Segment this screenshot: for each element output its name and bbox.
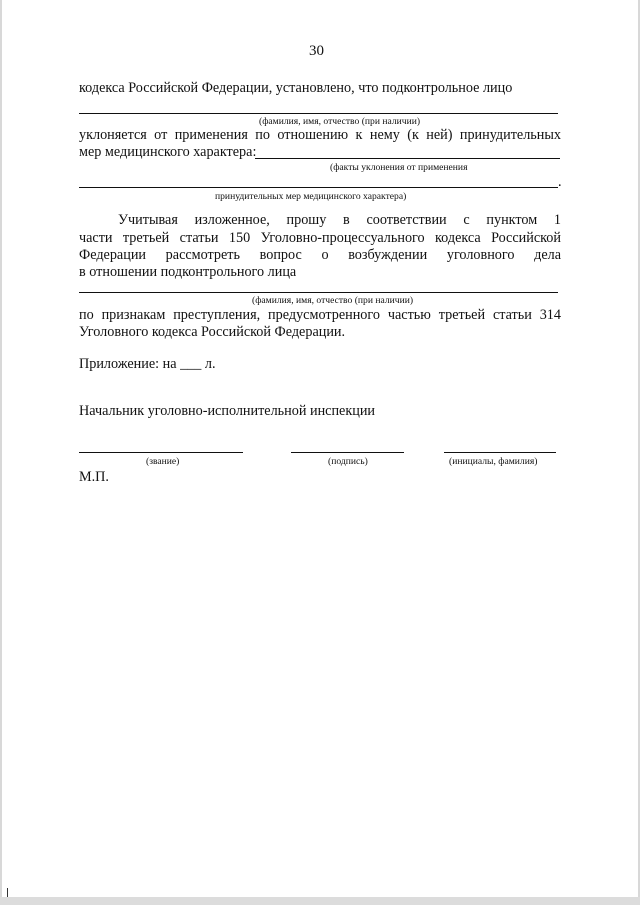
line-end-period: . [558,174,562,190]
caption-facts-2: принудительных мер медицинского характера) [215,191,407,202]
fill-line-facts-2 [79,187,558,188]
caption-fio-2: (фамилия, имя, отчество (при наличии) [252,295,414,306]
caption-rank: (звание) [146,456,180,467]
text-line-statute: кодекса Российской Федерации, установлено, что подконтрольное лицо [79,80,513,96]
caption-fio-1: (фамилия, имя, отчество (при наличии) [259,116,421,127]
text-line-federation: Федерации рассмотреть вопрос о возбуждении уголовного дела [79,247,561,263]
fill-line-name [444,452,556,453]
fill-line-fio-2 [79,292,558,293]
fill-line-fio-1 [79,113,558,114]
text-line-evades: уклоняется от применения по отношению к нему (к ней) принудительных [79,127,561,143]
text-line-regarding: в отношении подконтрольного лица [79,264,297,280]
attachment-line: Приложение: на ___ л. [79,356,216,372]
text-line-crime: по признакам преступления, предусмотренного частью третьей статьи 314 [79,307,561,323]
fill-line-facts [255,158,560,159]
text-line-criminal-code: Уголовного кодекса Российской Федерации. [79,324,346,340]
scan-edge-bottom [0,897,640,905]
caption-signature: (подпись) [328,456,368,467]
text-line-article-150: части третьей статьи 150 Уголовно-процессуального кодекса Российской [79,230,561,246]
caption-initials-surname: (инициалы, фамилия) [449,456,538,467]
stamp-place: М.П. [79,469,109,485]
signature-title: Начальник уголовно-исполнительной инспекции [79,403,376,419]
scan-edge-left [0,0,2,905]
fill-line-signature [291,452,404,453]
page-number: 30 [309,43,324,59]
text-measures-label: мер медицинского характера: [79,144,257,160]
fill-line-rank [79,452,243,453]
text-line-considering: Учитывая изложенное, прошу в соответствии с пунктом 1 [118,212,561,228]
caption-facts-1: (факты уклонения от применения [330,162,468,173]
scan-corner-mark [0,888,8,897]
